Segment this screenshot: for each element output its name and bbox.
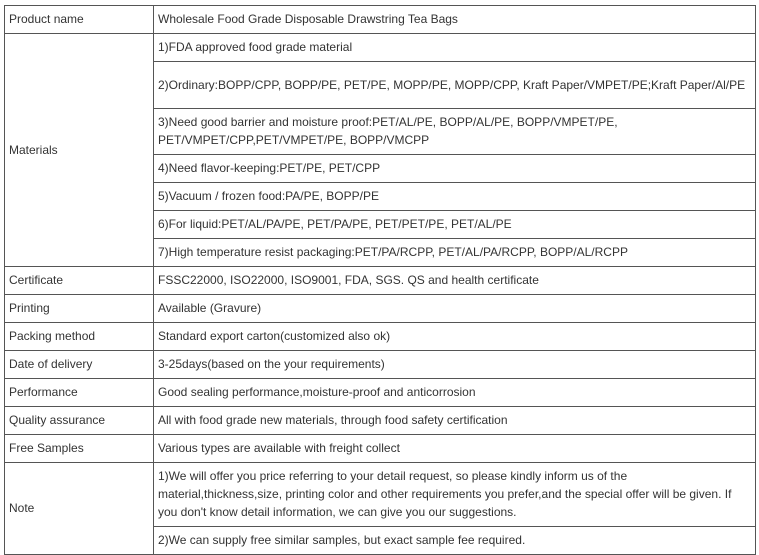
product-spec-table [4,5,756,555]
row-value: Various types are available with freight collect [154,435,756,463]
row-value: 2)Ordinary:BOPP/CPP, BOPP/PE, PET/PE, MOPP/PE, MOPP/CPP, Kraft Paper/VMPET/PE;Kraft Paper/Al/PE [154,62,756,109]
table-row-note [5,463,756,527]
table-row-date-of-delivery [5,351,756,379]
spec-table-wrapper [4,5,756,555]
table-row-quality-assurance [5,407,756,435]
table-row-packing-method [5,323,756,351]
table-row-certificate [5,267,756,295]
row-label: Note [5,463,154,555]
row-value: 1)We will offer you price referring to your detail request, so please kindly inform us of the material,thickness,size, printing color and other requirements you prefer,and the special offer will be given. If you don't know detail information, we can give you our suggestions. [154,463,756,527]
row-value: All with food grade new materials, through food safety certification [154,407,756,435]
row-value: 6)For liquid:PET/AL/PA/PE, PET/PA/PE, PET/PET/PE, PET/AL/PE [154,211,756,239]
row-label: Materials [5,34,154,267]
row-value: 3-25days(based on the your requirements) [154,351,756,379]
row-label: Quality assurance [5,407,154,435]
row-value: Good sealing performance,moisture-proof and anticorrosion [154,379,756,407]
row-label: Printing [5,295,154,323]
table-row-materials [5,34,756,62]
row-value: 5)Vacuum / frozen food:PA/PE, BOPP/PE [154,183,756,211]
row-label: Free Samples [5,435,154,463]
row-value: 1)FDA approved food grade material [154,34,756,62]
table-row-free-samples [5,435,756,463]
table-row-performance [5,379,756,407]
row-value: FSSC22000, ISO22000, ISO9001, FDA, SGS. QS and health certificate [154,267,756,295]
row-value: Wholesale Food Grade Disposable Drawstring Tea Bags [154,6,756,34]
row-value: Available (Gravure) [154,295,756,323]
row-label: Packing method [5,323,154,351]
row-label: Certificate [5,267,154,295]
row-value: 4)Need flavor-keeping:PET/PE, PET/CPP [154,155,756,183]
table-row-product-name [5,6,756,34]
row-label: Product name [5,6,154,34]
row-label: Performance [5,379,154,407]
row-value: 3)Need good barrier and moisture proof:PET/AL/PE, BOPP/AL/PE, BOPP/VMPET/PE, PET/VMPET/CPP,PET/VMPET/PE, BOPP/VMCPP [154,109,756,155]
row-label: Date of delivery [5,351,154,379]
row-value: 2)We can supply free similar samples, but exact sample fee required. [154,527,756,555]
row-value: Standard export carton(customized also ok) [154,323,756,351]
table-row-printing [5,295,756,323]
row-value: 7)High temperature resist packaging:PET/PA/RCPP, PET/AL/PA/RCPP, BOPP/AL/RCPP [154,239,756,267]
